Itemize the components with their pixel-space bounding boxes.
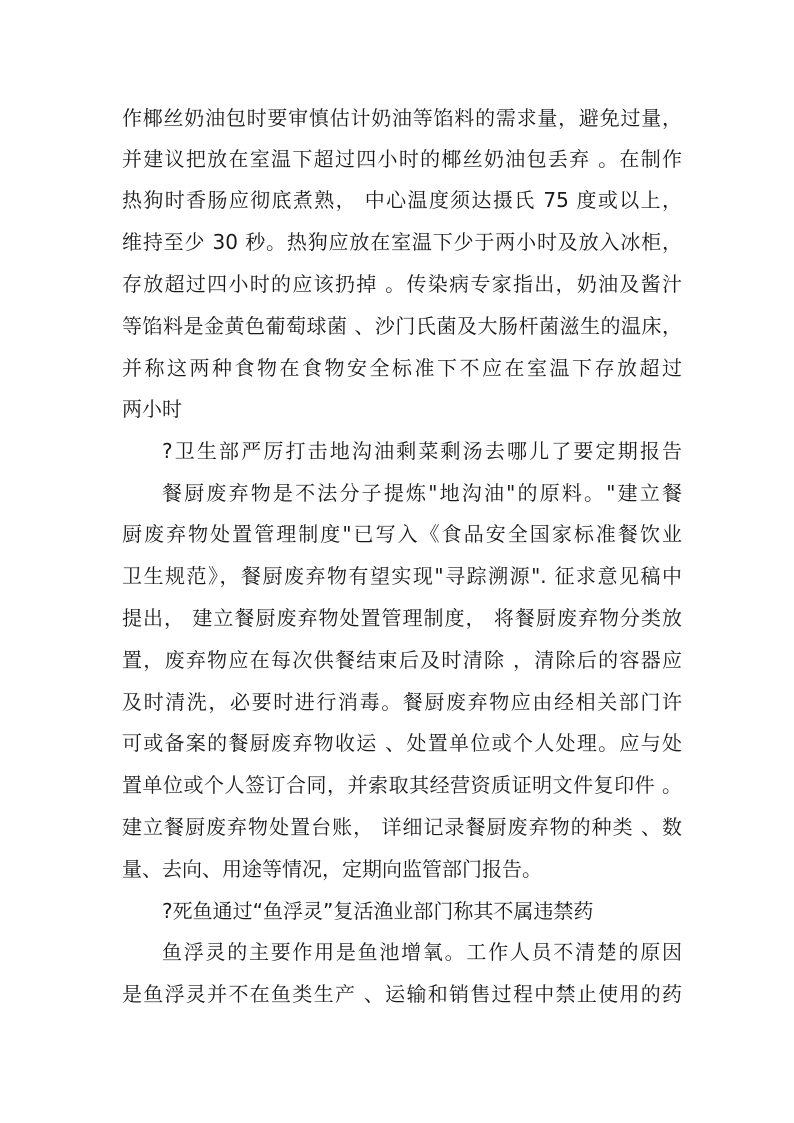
- section-heading: ?死鱼通过“鱼浮灵”复活渔业部门称其不属违禁药: [162, 899, 594, 923]
- body-text-line: 维持至少 30 秒。热狗应放在室温下少于两小时及放入冰柜，: [122, 230, 682, 254]
- body-text-line: 提出， 建立餐厨废弃物处置管理制度， 将餐厨废弃物分类放: [122, 606, 682, 630]
- body-text-line: 等馅料是金黄色葡萄球菌 、沙门氏菌及大肠杆菌滋生的温床，: [122, 314, 682, 338]
- body-text-line: 两小时: [122, 397, 182, 421]
- body-text-line: 量、去向、用途等情况，定期向监管部门报告。: [122, 857, 542, 881]
- body-text-line: 置，废弃物应在每次供餐结束后及时清除 ，清除后的容器应: [122, 648, 682, 672]
- body-text-line: 及时清洗，必要时进行消毒。餐厨废弃物应由经相关部门许: [122, 690, 682, 714]
- body-text-line: 并建议把放在室温下超过四小时的椰丝奶油包丢弃 。在制作: [122, 147, 682, 171]
- body-text-line: 建立餐厨废弃物处置台账， 详细记录餐厨废弃物的种类 、数: [122, 815, 682, 839]
- body-text-line: 置单位或个人签订合同，并索取其经营资质证明文件复印件 。: [122, 773, 682, 797]
- body-text-line: 卫生规范》，餐厨废弃物有望实现"寻踪溯源". 征求意见稿中: [122, 564, 682, 588]
- body-text-line: 热狗时香肠应彻底煮熟， 中心温度须达摄氏 75 度或以上，: [122, 188, 682, 212]
- section-heading: ?卫生部严厉打击地沟油剩菜剩汤去哪儿了要定期报告: [162, 439, 682, 463]
- body-text-line: 是鱼浮灵并不在鱼类生产 、运输和销售过程中禁止使用的药: [122, 982, 682, 1006]
- body-text-line: 餐厨废弃物是不法分子提炼"地沟油"的原料。"建立餐: [162, 481, 682, 505]
- body-text-line: 存放超过四小时的应该扔掉 。传染病专家指出，奶油及酱汁: [122, 272, 682, 296]
- body-text-line: 鱼浮灵的主要作用是鱼池增氧。工作人员不清楚的原因: [162, 940, 682, 964]
- body-text-line: 厨废弃物处置管理制度"已写入《食品安全国家标准餐饮业: [122, 522, 682, 546]
- body-text-line: 并称这两种食物在食物安全标准下不应在室温下存放超过: [122, 356, 682, 380]
- body-text-line: 作椰丝奶油包时要审慎估计奶油等馅料的需求量，避免过量，: [122, 106, 682, 130]
- body-text-line: 可或备案的餐厨废弃物收运 、处置单位或个人处理。应与处: [122, 731, 682, 755]
